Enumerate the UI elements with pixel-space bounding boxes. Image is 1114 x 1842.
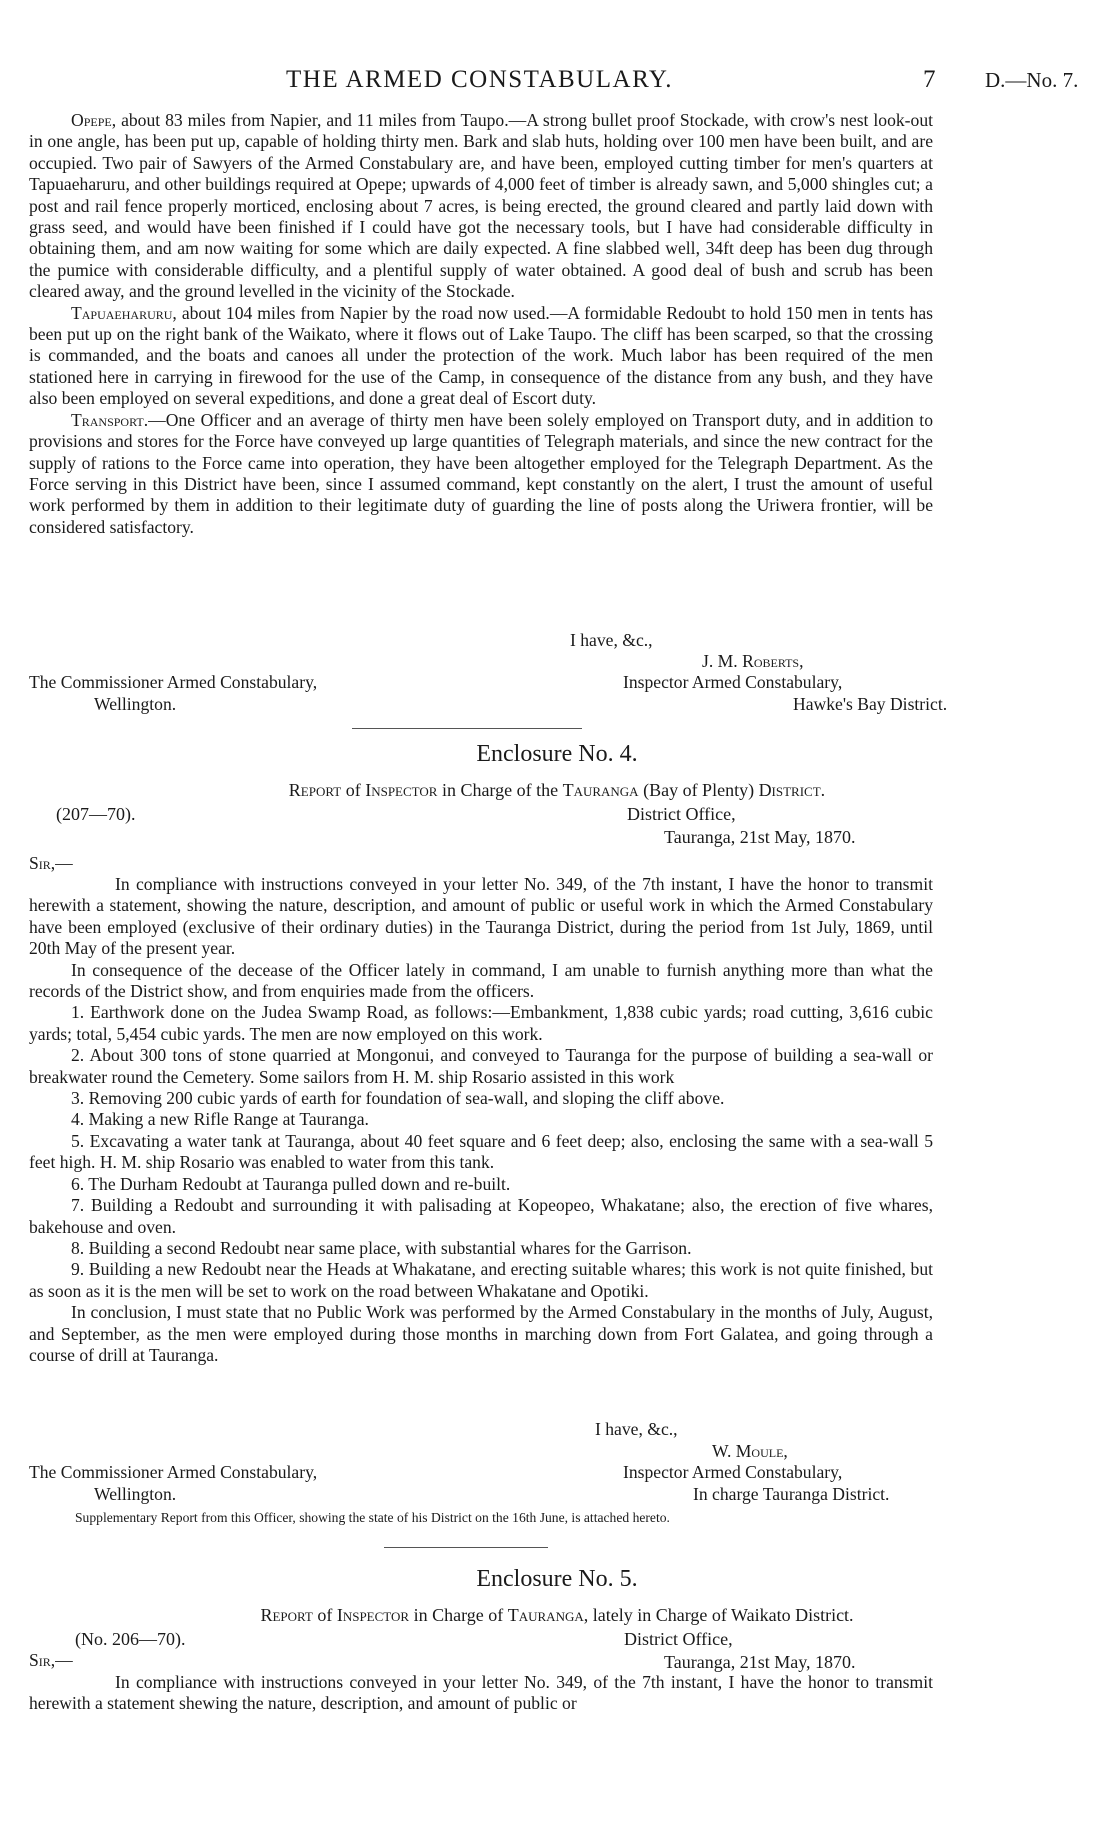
- enclosure-4-signer-district: In charge Tauranga District.: [693, 1484, 890, 1504]
- enclosure-4-item-6: 6. The Durham Redoubt at Tauranga pulled down and re-built.: [71, 1173, 511, 1194]
- enclosure-4-item-3: 3. Removing 200 cubic yards of earth for foundation of sea-wall, and sloping the cliff above.: [71, 1088, 725, 1109]
- enclosure-4-item-2: 2. About 300 tons of stone quarried at Mongonui, and conveyed to Tauranga for the purpose of building a sea-wall or breakwater round the Cemetery. Some sailors from H. M. ship Rosario assisted in this work: [29, 1045, 933, 1087]
- enclosure-4-reference: (207—70).: [56, 804, 136, 824]
- enclosure-4-item-5: 5. Excavating a water tank at Tauranga, about 40 feet square and 6 feet deep; also, enclosing the same with a sea-wall 5 feet high. H. M. ship Rosario was enabled to water from this tank.: [29, 1130, 933, 1173]
- transport-label: Transport: [71, 409, 144, 430]
- enclosure-4-report-title: Report of Inspector in Charge of the Tauranga (Bay of Plenty) District.: [288, 780, 826, 800]
- enclosure-4-addressee: The Commissioner Armed Constabulary,: [29, 1462, 318, 1482]
- enclosure-4-para-2: In consequence of the decease of the Officer lately in command, I am unable to furnish anything more than what the records of the District show, and from enquiries made from the officers.: [29, 959, 933, 1002]
- supplementary-note: Supplementary Report from this Officer, showing the state of his District on the 16th June, is attached hereto.: [75, 1510, 670, 1525]
- enclosure-4-para-1: In compliance with instructions conveyed in your letter No. 349, of the 7th instant, I have the honor to transmit herewith a statement, showing the nature, description, and amount of public or useful work in which the Armed Constabulary have been employed (exclusive of their ordinary duties) in the Tauranga District, during the period from 1st July, 1869, until 20th May of the present year.: [29, 874, 933, 959]
- document-reference: D.—No. 7.: [985, 68, 1079, 92]
- enclosure-5-para-1: In compliance with instructions conveyed in your letter No. 349, of the 7th instant, I have the honor to transmit herewith a statement shewing the nature, description, and amount of public or: [29, 1672, 933, 1714]
- opepe-label: Opepe: [71, 110, 112, 130]
- enclosure-4-title: Enclosure No. 4.: [476, 741, 638, 767]
- signer-district: Hawke's Bay District.: [793, 694, 948, 714]
- section-divider-2: [384, 1547, 548, 1548]
- enclosure-4-body: [29, 874, 933, 1366]
- opepe-text: , about 83 miles from Napier, and 11 miles from Taupo.—A strong bullet proof Stockade, with crow's nest look-out in one angle, has been put up, capable of holding thirty men. Bark and slab huts, holding over 100 men have been built, and are occupied. Two pair of Sawyers of the Armed Constabulary are, and have been, employed cutting timber for men's quarters at Tapuaeharuru, and other buildings required at Opepe; upwards of 4,000 feet of timber is already sawn, and 5,000 shingles cut; a post and rail fence properly morticed, enclosing about 7 acres, is being erected, the ground cleared and partly laid down with grass seed, and would have been finished if I could have got the necessary tools, but I have had considerable difficulty in obtaining them, and am now waiting for some which are daily expected. A fine slabbed well, 34ft deep has been dug through the pumice with considerable difficulty, and a plentiful supply of water obtained. A good deal of bush and scrub has been cleared away, and the ground levelled in the vicinity of the Stockade.: [29, 110, 933, 302]
- enclosure-4-conclusion: In conclusion, I must state that no Public Work was performed by the Armed Constabulary in the months of July, August, and September, as the men were employed during those months in marching down from Fort Galatea, and going through a course of drill at Tauranga.: [29, 1302, 933, 1365]
- opepe-paragraph: [29, 110, 933, 303]
- tapuaeharuru-label: Tapuaeharuru: [71, 302, 173, 323]
- enclosure-4-item-8: 8. Building a second Redoubt near same place, with substantial whares for the Garrison.: [71, 1237, 692, 1258]
- hawkes-bay-report-body: [29, 110, 933, 538]
- enclosure-5-title: Enclosure No. 5.: [476, 1566, 638, 1592]
- addressee: The Commissioner Armed Constabulary,: [29, 672, 318, 692]
- enclosure-5-reference: (No. 206—70).: [75, 1629, 186, 1649]
- enclosure-4-signer: W. Moule,: [712, 1441, 788, 1461]
- enclosure-4-item-7: 7. Building a Redoubt and surrounding it with palisading at Kopeopeo, Whakatane; also, the erection of five whares, bakehouse and oven.: [29, 1195, 933, 1237]
- enclosure-5-body: [29, 1672, 933, 1715]
- transport-paragraph: [29, 410, 933, 538]
- enclosure-4-salutation: Sir,—: [29, 853, 73, 873]
- enclosure-5-office: District Office,: [624, 1629, 733, 1649]
- header-title: THE ARMED CONSTABULARY.: [286, 66, 673, 93]
- addressee-city: Wellington.: [94, 694, 177, 714]
- enclosure-5-place-date: Tauranga, 21st May, 1870.: [664, 1652, 856, 1672]
- enclosure-4-closing: I have, &c.,: [595, 1419, 678, 1439]
- tapuaeharuru-text: , about 104 miles from Napier by the road now used.—A formidable Redoubt to hold 150 men in tents has been put up on the right bank of the Waikato, where it flows out of Lake Taupo. The cliff has been scarped, so that the crossing is commanded, and the boats and canoes all under the protection of the work. Much labor has been required of the men stationed here in carrying in firewood for the use of the Camp, in consequence of the distance from any bush, and they have also been employed on several expeditions, and done a great deal of Escort duty.: [29, 302, 933, 409]
- signer-title: Inspector Armed Constabulary,: [623, 672, 843, 692]
- section-divider: [352, 728, 582, 729]
- enclosure-4-office: District Office,: [627, 804, 736, 824]
- transport-text: .—One Officer and an average of thirty men have been solely employed on Transport duty, and in addition to provisions and stores for the Force have conveyed up large quantities of Telegraph materials, and since the new contract for the supply of rations to the Force came into operation, they have been altogether employed for the Telegraph Department. As the Force serving in this District have been, since I assumed command, kept constantly on the alert, I trust the amount of useful work performed by them in addition to their legitimate duty of guarding the line of posts along the Uriwera frontier, will be considered satisfactory.: [29, 409, 933, 537]
- enclosure-4-item-9: 9. Building a new Redoubt near the Heads at Whakatane, and erecting suitable whares; this work is not quite finished, but as soon as it is the men will be set to work on the road between Whakatane and Opotiki.: [29, 1259, 933, 1301]
- signer-name: J. M. Roberts,: [702, 651, 804, 671]
- page-number: 7: [923, 66, 936, 93]
- tapuaeharuru-paragraph: [29, 303, 933, 410]
- enclosure-5-salutation: Sir,—: [29, 1650, 73, 1670]
- enclosure-4-item-1: 1. Earthwork done on the Judea Swamp Road, as follows:—Embankment, 1,838 cubic yards; road cutting, 3,616 cubic yards; total, 5,454 cubic yards. The men are now employed on this work.: [29, 1002, 933, 1044]
- enclosure-4-place-date: Tauranga, 21st May, 1870.: [664, 827, 856, 847]
- enclosure-4-addressee-city: Wellington.: [94, 1484, 177, 1504]
- closing-phrase: I have, &c.,: [570, 630, 653, 650]
- enclosure-4-signer-title: Inspector Armed Constabulary,: [623, 1462, 843, 1482]
- running-header: [0, 66, 1114, 100]
- enclosure-4-item-4: 4. Making a new Rifle Range at Tauranga.: [71, 1109, 369, 1130]
- enclosure-5-report-title: Report of Inspector in Charge of Tauranga, lately in Charge of Waikato District.: [260, 1605, 854, 1625]
